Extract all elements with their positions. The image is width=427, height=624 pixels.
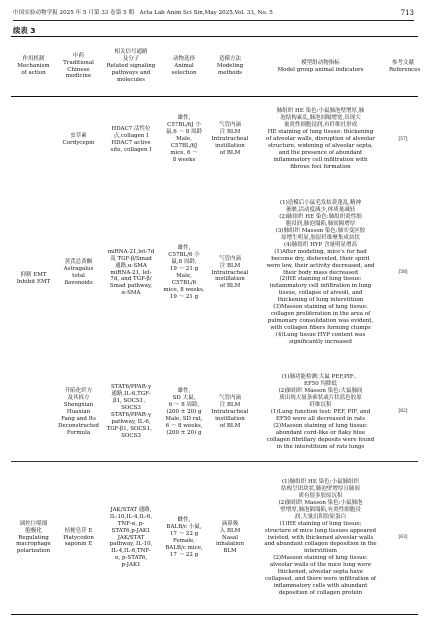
cell-line: thickened, alveolar septa have: [277, 569, 364, 576]
cell-line: α, p-STAT6,: [114, 555, 148, 562]
cell-line: BLM: [223, 548, 237, 555]
column-header-references: [388, 37, 421, 97]
cell-line: abundant cord-like or flaky blue: [275, 429, 366, 436]
cell-line: HE staining of lung tissue: thickening: [267, 129, 374, 136]
reference-cell: [58]: [398, 270, 408, 276]
reference-cell: [57]: [398, 136, 408, 142]
cell-line: (1)肺功能检测:大鼠 PEF,PIF、: [281, 373, 360, 380]
cell-line: Inhibit EMT: [16, 279, 51, 285]
cell-line: 质有很多胶原沉积: [298, 492, 343, 499]
cell-line: 结构呈团块状,肺泡壁增厚且肺间: [281, 485, 360, 492]
cell-line: 及 TGF-β/Smad: [110, 255, 152, 262]
cell-line: 气管内滴: [218, 122, 241, 129]
cell-line: Intratracheal: [211, 408, 249, 415]
cell-line: C57BL/6J: [170, 143, 198, 150]
cell-line: Mechanism: [17, 63, 50, 69]
cell-line: (3)Masson staining of lung tissue:: [273, 304, 368, 311]
cell-line: twisted, with thickened alveolar walls: [267, 534, 374, 541]
cell-line: Chinese: [67, 66, 90, 73]
cell-line: BALB/c 小鼠,: [166, 524, 202, 531]
cell-line: EF50 均降低: [303, 380, 338, 387]
cell-line: 注 BLM: [219, 129, 241, 136]
cell-line: 肺组织 HE 染色:小鼠肺泡壁增厚,肺: [276, 108, 365, 115]
reference-cell: [62]: [398, 409, 408, 415]
cell-line: 抑制 EMT: [20, 272, 47, 279]
cell-line: significantly increased: [289, 339, 352, 346]
cell-line: 原增生明显,胶原纤维聚集成块状: [281, 234, 360, 241]
cell-line: STAT6/PPAR-γ: [111, 412, 151, 419]
cell-line: 通路,IL-6,TGF-: [111, 391, 151, 398]
cell-line: become dry, disheveled, their spirit: [271, 255, 370, 262]
cell-line: SOCS3: [121, 433, 141, 440]
cell-line: instillation: [215, 276, 245, 283]
cell-line: IL-10,IL-4,IL-6,: [109, 513, 153, 520]
cell-line: 雄性,: [177, 245, 191, 252]
cell-line: inhalation: [216, 541, 244, 548]
animal-cell: [161, 97, 207, 183]
cell-line: (1)肺组织 HE 染色:小鼠肺组织: [282, 478, 359, 485]
cell-line: (2)Masson staining of lung tissue:: [273, 422, 368, 429]
cell-line: Smad pathway,: [109, 283, 153, 290]
signaling-cell: [101, 97, 161, 183]
cell-line: deposition of collagen protein: [278, 590, 363, 597]
cell-line: 中药: [72, 52, 84, 59]
cell-line: BALB/c mice,: [165, 544, 203, 551]
indicators-cell: [253, 97, 388, 183]
cell-line: 壁增厚,肺泡隔塌陷,有炎性细胞浸: [280, 506, 361, 513]
cell-line: 造模方法: [218, 56, 241, 63]
cell-line: pathways and: [111, 69, 151, 76]
cell-line: 胞浸润,肺泡塌陷,肺间隔增厚: [285, 220, 356, 227]
cell-line: Model group animal indicators: [277, 66, 364, 73]
cell-line: Deconstructed: [58, 422, 99, 429]
cell-line: 桔梗皂苷 E: [64, 527, 93, 534]
cell-line: IL-4,IL-6,TNF-: [111, 548, 151, 555]
cell-line: 参考文献: [391, 59, 414, 66]
cell-line: 量炎性细胞浸润,有纤维灶形成: [283, 122, 358, 129]
cell-line: thickening of lung interstitium: [277, 297, 364, 304]
cell-line: HDAC7 活性位: [111, 125, 151, 132]
cell-line: of BLM: [219, 422, 241, 429]
cell-line: 及其拆方: [67, 394, 90, 401]
cell-line: Female,: [172, 538, 196, 544]
cell-line: 17 ～ 22 g: [169, 531, 199, 538]
cell-line: (4)Lung tissue HYP content was: [275, 332, 366, 339]
page-header: [13, 7, 414, 20]
cell-line: (2)HE staining of lung tissue:: [279, 276, 362, 283]
cell-line: JAK/STAT: [117, 534, 145, 541]
cell-line: molecules: [117, 76, 145, 83]
table-row: [11, 364, 418, 462]
cell-line: instillation: [215, 143, 245, 150]
cell-line: Fang and Its: [61, 415, 96, 422]
cell-line: (1)After modeling, mice's fur had: [274, 248, 367, 255]
cell-line: 质出现大量条索状或片状蓝色胶原: [279, 394, 362, 401]
table-header-row: [11, 37, 418, 97]
cell-line: miRNA-21,let-7d: [107, 248, 155, 255]
cell-line: macrophage: [16, 541, 51, 548]
cell-line: (200 ± 20) g: [166, 408, 202, 415]
column-header-signaling: [101, 37, 161, 97]
cell-line: 点,collagen Ⅰ: [113, 132, 149, 139]
cell-line: miRNA-21, let-: [110, 269, 152, 276]
cell-line: Male,: [176, 273, 192, 279]
cell-line: their body mass decreased: [283, 269, 358, 276]
cell-line: structure of mice lung tissues appeared: [264, 527, 377, 534]
cell-line: methods: [218, 69, 242, 76]
cell-line: structure, widening of alveolar septa,: [268, 143, 373, 150]
cell-line: (1)Lung function test: PEF, PIF, and: [270, 408, 371, 415]
cell-line: pathway, IL-6,: [111, 419, 151, 426]
column-header-indicators: [253, 37, 388, 97]
cell-line: 17 ～ 22 g: [169, 551, 199, 558]
table-row: [11, 183, 418, 364]
mechanism-cell: [11, 97, 56, 462]
cell-line: collagen fibrillary deposits were found: [266, 436, 375, 443]
cell-line: tissue, collapse of alveoli, and: [278, 290, 363, 297]
table-row: [11, 462, 418, 615]
cell-line: pulmonary consolidation was evident,: [267, 318, 374, 325]
cell-line: 升陷化纤方: [64, 387, 93, 394]
cell-line: Intratracheal: [211, 269, 249, 276]
cell-line: (2)肺组织 HE 染色:肺组织炎性细: [279, 213, 362, 220]
cell-line: selection: [171, 69, 197, 76]
cell-line: 8 weeks: [172, 157, 196, 164]
journal-citation: 中国实验动物学报 2025 年 5 月第 33 卷第 5 期 Acta Lab Anim Sci Sin,May 2025,Vol. 33, No. 5: [13, 10, 273, 16]
cell-line: 萎靡,活动度减少,体质量减轻: [285, 206, 356, 213]
animal-cell: [161, 462, 207, 615]
cell-line: (2)肺组织 Masson 染色:大鼠肺间: [278, 387, 363, 394]
cell-line: 注 BLM: [219, 262, 241, 269]
cell-line: flavonoids: [64, 279, 93, 286]
cell-line: Nasal: [222, 534, 238, 541]
cell-line: 注 BLM: [219, 401, 241, 408]
cell-line: Cordycepin: [62, 139, 95, 146]
indicators-cell: [253, 462, 388, 615]
cell-line: 6 ～ 8 周龄,: [168, 401, 200, 408]
cell-line: Astragalus: [63, 266, 94, 273]
cell-line: polarization: [16, 548, 51, 555]
cell-line: of BLM: [219, 150, 241, 157]
cell-line: 胞极化: [25, 527, 42, 534]
cell-line: in the interstitium of rats lungs: [276, 443, 365, 450]
cell-line: SD 大鼠,: [172, 394, 196, 401]
cell-line: collagen proliferation in the area of: [270, 311, 371, 318]
cell-line: 7d, and TGF-β/: [110, 276, 152, 283]
cell-line: 19 ～ 21 g: [169, 293, 199, 300]
cell-line: 雌性,: [177, 517, 191, 524]
cell-line: of BLM: [219, 283, 241, 290]
cell-line: total: [72, 273, 85, 279]
cell-line: STAT6/PPAR-γ: [111, 384, 151, 391]
signaling-cell: [101, 462, 161, 615]
cell-line: of alveolar walls, disruption of alveolar: [266, 136, 375, 143]
cell-line: Male, SD rat,: [165, 415, 203, 422]
cell-line: inflammatory cells with abundant: [273, 583, 368, 590]
cell-line: Animal: [174, 63, 194, 69]
cell-line: of action: [21, 69, 46, 76]
cell-line: 鼠,8 周龄,: [171, 259, 197, 266]
cell-line: 入 BLM: [219, 527, 241, 534]
cell-line: C57BL/6 小: [168, 252, 200, 259]
cell-line: medicine: [65, 73, 92, 80]
cell-line: 鼠,6 ～ 8 周龄: [166, 129, 202, 136]
cell-line: and abundant collagen deposition in the: [264, 541, 377, 548]
cell-line: mice, 8 weeks,: [163, 286, 205, 293]
cell-line: EF50 were all decreased in rats: [275, 415, 366, 422]
cell-line: Related signaling: [106, 63, 156, 69]
cell-line: with collagen fibers forming clumps: [270, 325, 371, 332]
cell-line: alveolar walls of the mice lung were: [269, 562, 372, 569]
cell-line: inflammatory cell infiltration with: [273, 157, 368, 164]
reference-cell: [63]: [398, 535, 408, 541]
cell-line: (1)造模后小鼠毛发枯黄蓬乱,精神: [279, 199, 362, 206]
method-cell: [207, 462, 253, 615]
medicine-cell: [56, 183, 101, 364]
cell-line: Formula: [66, 429, 91, 436]
cell-line: 动物选择: [172, 56, 195, 63]
indicators-cell: [253, 183, 388, 364]
cell-line: Male,: [176, 136, 192, 143]
cell-line: References: [389, 66, 421, 73]
column-header-animal: [161, 37, 207, 97]
cell-line: 黄芪总黄酮: [64, 259, 93, 266]
cell-line: 润,大量沉积胶原蛋白: [294, 513, 347, 520]
page-number: 713: [400, 9, 414, 17]
cell-line: 虫草素: [70, 132, 87, 139]
medicine-cell: [56, 364, 101, 462]
column-header-mechanism: [11, 37, 56, 97]
cell-line: (3)肺组织 Masson 染色:肺实变区胶: [275, 227, 366, 234]
cell-line: mice, 6 ～: [170, 150, 198, 157]
cell-line: TGF-β1, SOCS1、: [106, 426, 156, 433]
mechanism-cell: [11, 462, 56, 615]
table-row: [11, 97, 418, 183]
data-table: [11, 36, 421, 615]
indicators-cell: [253, 364, 388, 462]
cell-line: were low, their activity decreased, and: [266, 262, 375, 269]
cell-line: 雄性,: [177, 387, 191, 394]
cell-line: interstitium: [304, 548, 337, 555]
cell-line: Intratracheal: [211, 136, 249, 143]
method-cell: [207, 364, 253, 462]
cell-line: fibrous foci formation: [290, 164, 351, 171]
cell-line: pathway, IL-10,: [109, 541, 153, 548]
cell-line: Huaxian: [66, 408, 91, 415]
cell-line: STAT6,p-JAK1: [111, 527, 151, 534]
cell-line: 雄性,: [177, 115, 191, 122]
cell-line: 泡结构紊乱,肺泡间隔增宽,出现大: [280, 115, 361, 122]
cell-line: C57BL/6J 小: [167, 122, 201, 129]
cell-line: (2)Masson staining of lung tissue:: [273, 555, 368, 562]
signaling-cell: [101, 364, 161, 462]
cell-line: 滴鼻吸: [221, 520, 239, 527]
cell-line: SOCS3: [121, 405, 141, 412]
cell-line: inflammatory cell infiltration in lung: [269, 283, 372, 290]
cell-line: 19 ～ 21 g: [169, 266, 199, 273]
cell-line: saponin E: [64, 541, 93, 548]
cell-line: TNF-α, p-: [117, 520, 145, 527]
column-header-method: [207, 37, 253, 97]
header-rule: [13, 20, 414, 21]
cell-line: Modeling: [216, 63, 244, 69]
animal-cell: [161, 183, 207, 364]
cell-line: 气管内滴: [218, 394, 241, 401]
cell-line: 作用机制: [22, 56, 45, 63]
cell-line: instillation: [215, 415, 245, 422]
cell-line: (4)肺组织 HYP 含量明显增高: [284, 241, 357, 248]
cell-line: (2)肺组织 Masson 染色:小鼠肺泡: [278, 499, 363, 506]
cell-line: Traditional: [63, 59, 94, 66]
cell-line: β1, SOCS1、: [113, 398, 149, 405]
animal-cell: [161, 364, 207, 462]
medicine-cell: [56, 97, 101, 183]
cell-line: α-SMA: [121, 290, 141, 297]
signaling-cell: [101, 183, 161, 364]
cell-line: Platycodon: [63, 534, 94, 541]
medicine-cell: [56, 462, 101, 615]
cell-line: HDAC7 active: [111, 139, 151, 146]
cell-line: C57BL/6: [171, 279, 197, 286]
cell-line: (200 ± 20) g: [166, 429, 202, 436]
cell-line: 及分子: [122, 56, 140, 63]
cell-line: 模型组动物指标: [301, 59, 340, 66]
cell-line: Shengxian: [63, 401, 94, 408]
cell-line: JAK/STAT 通路,: [110, 506, 152, 513]
cell-line: site, collagen Ⅰ: [110, 146, 152, 153]
cell-line: 调控巨噬细: [19, 520, 48, 527]
cell-line: 通路,α-SMA: [115, 262, 147, 269]
cell-line: 纤维沉积: [309, 401, 332, 408]
column-header-medicine: [56, 37, 101, 97]
method-cell: [207, 183, 253, 364]
table-continued-label: 续表 3: [13, 26, 36, 35]
cell-line: 气管内滴: [218, 255, 241, 262]
cell-line: 6 ～ 8 weeks,: [165, 422, 203, 429]
cell-line: 相关信号通路: [114, 49, 148, 56]
method-cell: [207, 97, 253, 183]
cell-line: (1)HE staining of lung tissue:: [279, 520, 362, 527]
cell-line: collapsed, and there were infiltration of: [265, 576, 376, 583]
cell-line: Regulating: [18, 534, 49, 541]
cell-line: p-JAK1: [121, 562, 141, 569]
cell-line: and the presence of abundant: [278, 150, 363, 157]
